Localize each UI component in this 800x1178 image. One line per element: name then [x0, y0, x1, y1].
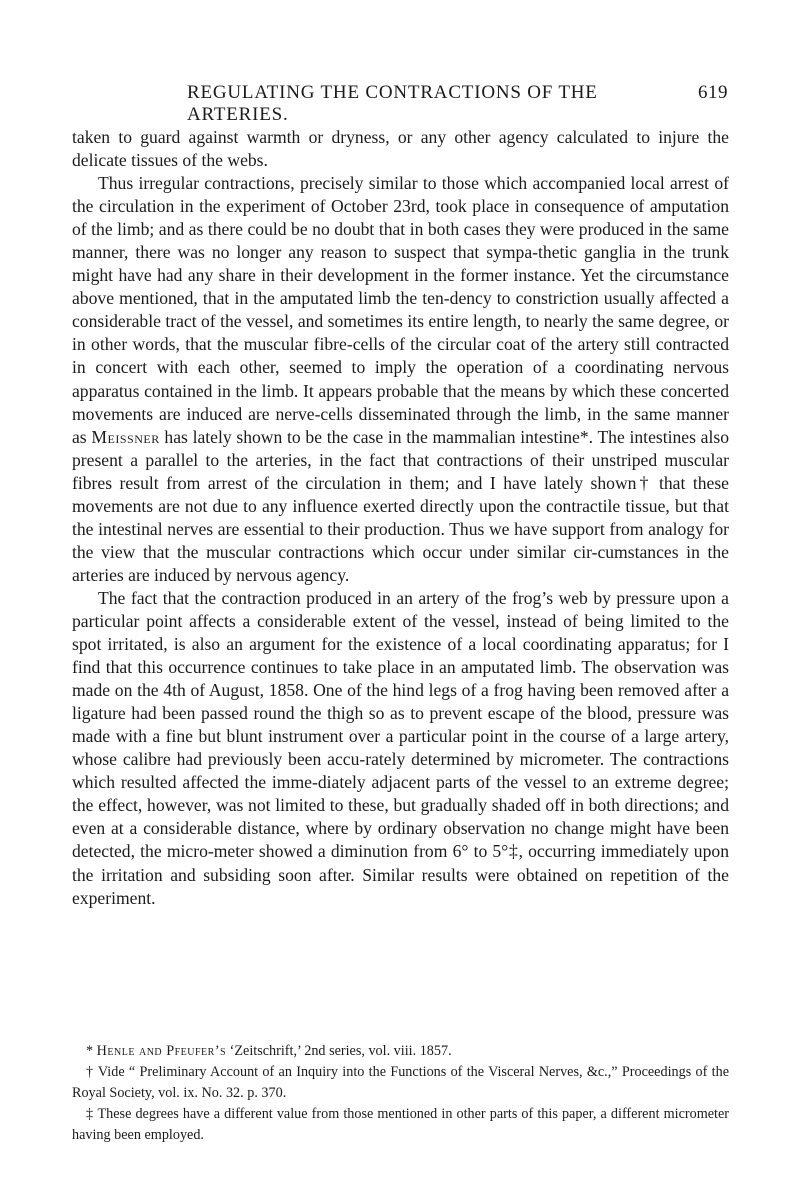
paragraph-2-part-a: Thus irregular contractions, precisely similar to those which accompanied local arrest of the circulation in the experiment of October 23rd, took place in consequence of amputation of the limb; and as there could be no doubt that in both cases they were produced in the same manner, there was no longer any reason to suspect that sympa-thetic ganglia in the trunk might have had any share in their development in the former instance. Yet the circumstance above mentioned, that in the amputated limb the ten-dency to constriction usually affected a considerable tract of the vessel, and sometimes its entire length, to nearly the same degree, or in other words, that the muscular fibre-cells of the circular coat of the artery still contracted in concert with each other, seemed to imply the operation of a coordinating nervous apparatus contained in the limb. It appears probable that the means by which these concerted movements are induced are nerve-cells disseminated through the limb, in the same manner as	[72, 173, 729, 447]
running-title: REGULATING THE CONTRACTIONS OF THE ARTERIES.	[187, 82, 598, 125]
footnote-1-names: Henle and Pfeufer’s	[96, 1043, 227, 1059]
footnote-1-mark: *	[86, 1043, 97, 1059]
footnotes	[72, 1041, 729, 1146]
running-head	[187, 82, 728, 125]
footnote-1-text: ‘Zeitschrift,’ 2nd series, vol. viii. 1857.	[226, 1043, 452, 1059]
paragraph-1: taken to guard against warmth or dryness, or any other agency calculated to injure the delicate tissues of the webs.	[72, 127, 729, 171]
paragraph-2-part-b: has lately shown to be the case in the mammalian intestine*. The intestines also present a parallel to the arteries, in the fact that contractions of their unstriped muscular fibres result from arrest of the circulation in them; and I have lately shown† that these movements are not due to any influence exerted directly upon the contractile tissue, but that the intestinal nerves are essential to their production. Thus we have support from analogy for the view that the muscular contractions which occur under similar cir-cumstances in the arteries are induced by nervous agency.	[72, 426, 730, 585]
body-text	[72, 126, 729, 910]
footnote-3: ‡ These degrees have a different value from those mentioned in other parts of this paper, a different micrometer having been employed.	[72, 1106, 729, 1143]
author-name-meissner: Meissner	[91, 426, 160, 447]
footnote-1	[72, 1041, 729, 1062]
footnote-2: † Vide “ Preliminary Account of an Inquiry into the Functions of the Visceral Nerves, &c.,” Proceedings of the Royal Society, vol. ix. No. 32. p. 370.	[72, 1064, 729, 1101]
paragraph-3: The fact that the contraction produced in an artery of the frog’s web by pressure upon a particular point affects a considerable extent of the vessel, instead of being limited to the spot irritated, is also an argument for the existence of a local coordinating apparatus; for I find that this occurrence continues to take place in an amputated limb. The observation was made on the 4th of August, 1858. One of the hind legs of a frog having been removed after a ligature had been passed round the thigh so as to prevent escape of the blood, pressure was made with a fine but blunt instrument over a particular point in the course of a large artery, whose calibre had previously been accu-rately determined by micrometer. The contractions which resulted affected the imme-diately adjacent parts of the vessel to an extreme degree; the effect, however, was not limited to these, but gradually shaded off in both directions; and even at a considerable distance, where by ordinary observation no change might have been detected, the micro-meter showed a diminution from 6° to 5°‡, occurring immediately upon the irritation and subsiding soon after. Similar results were obtained on repetition of the experiment.	[72, 587, 729, 908]
page-number: 619	[698, 82, 728, 103]
paragraph-2	[72, 172, 729, 587]
